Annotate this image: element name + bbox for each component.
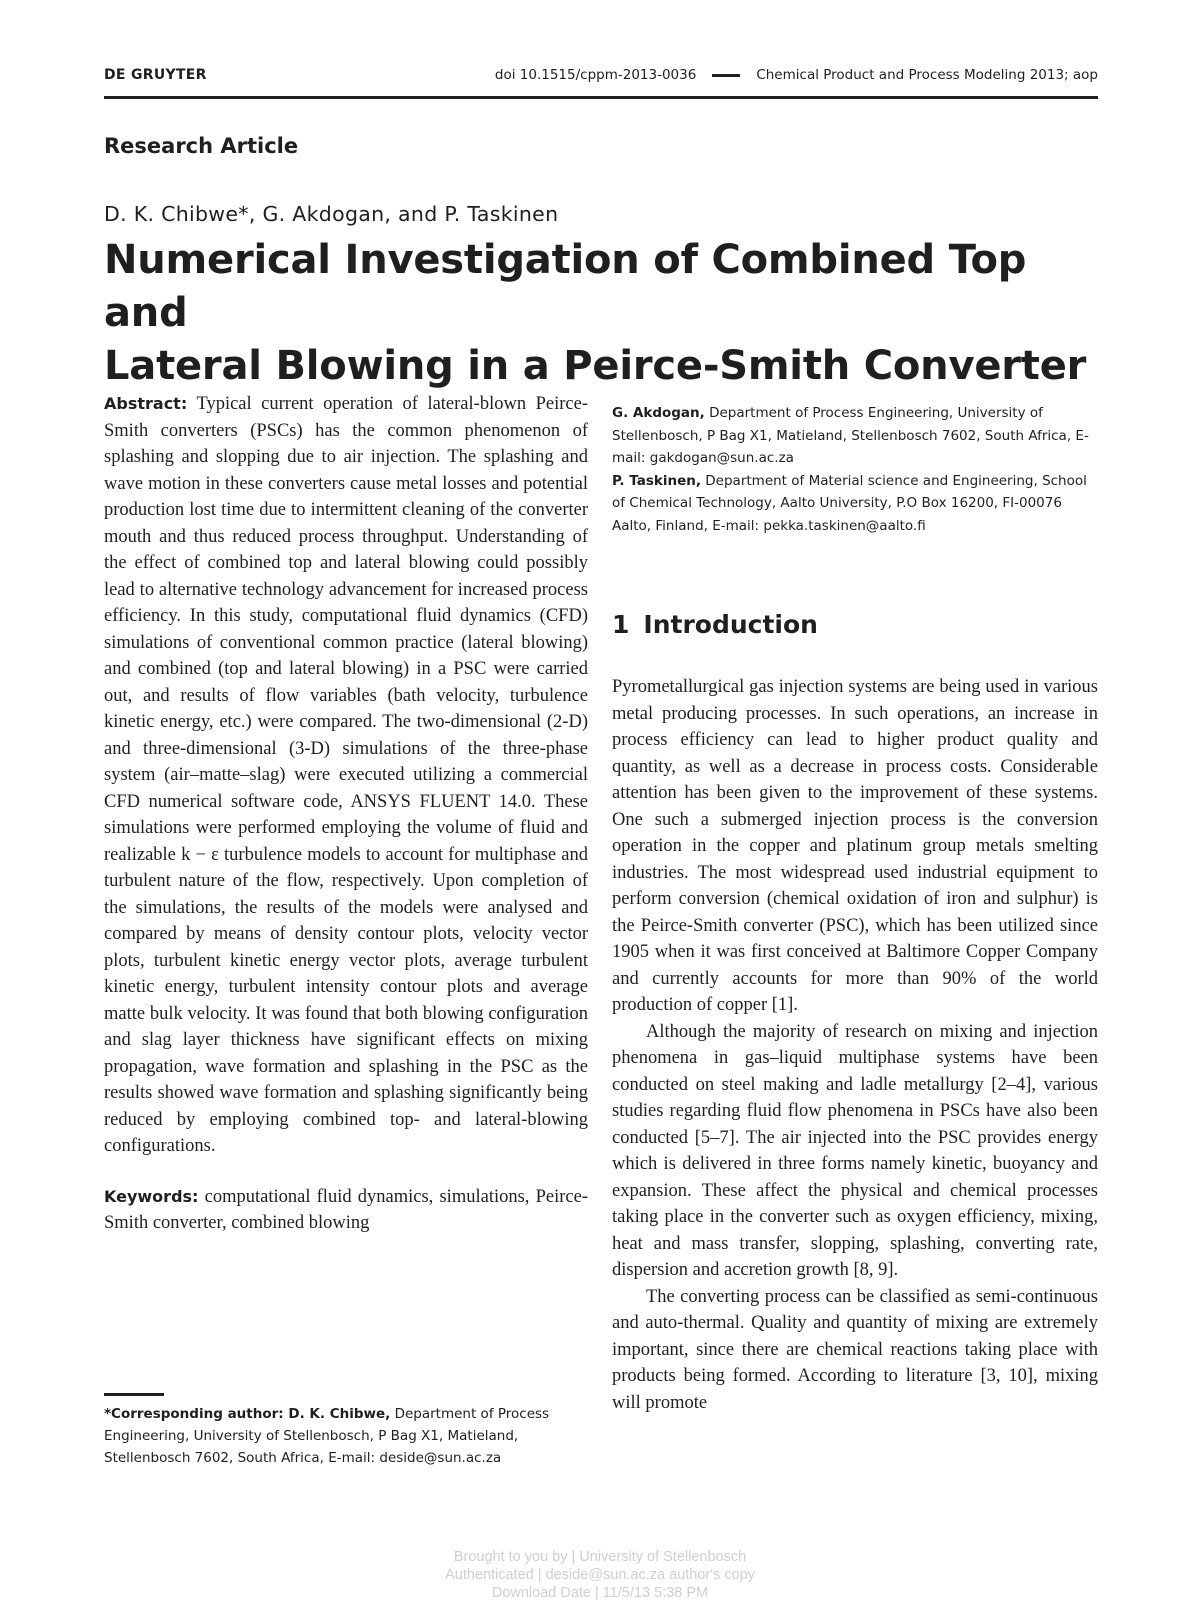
affiliation-akdogan (612, 402, 1098, 470)
corresponding-author-text: Department of Process Engineering, University of Stellenbosch, P Bag X1, Matieland, Stellenbosch 7602, South Africa, E-mail: deside@sun.ac.za (104, 1406, 550, 1466)
title-line-1: Numerical Investigation of Combined Top and (104, 237, 1027, 336)
affiliation-name: G. Akdogan, (612, 405, 705, 421)
keywords-text: computational fluid dynamics, simulations, Peirce-Smith converter, combined blowing (104, 1186, 588, 1233)
abstract (104, 391, 588, 1160)
download-watermark (0, 1548, 1200, 1602)
watermark-line: Authenticated | deside@sun.ac.za author's copy (445, 1567, 755, 1583)
watermark-line: Brought to you by | University of Stellenbosch (453, 1549, 747, 1565)
corresponding-author-note (104, 1403, 574, 1469)
paragraph: The converting process can be classified as semi-continuous and auto-thermal. Quality and quantity of mixing are extremely important, since there are chemical reactions taking place with products being formed. According to literature [3, 10], mixing will promote (612, 1286, 1098, 1413)
affiliation-text: Department of Material science and Engineering, School of Chemical Technology, Aalto University, P.O Box 16200, FI-00076 Aalto, Finland, E-mail: pekka.taskinen@aalto.fi (612, 472, 1087, 534)
article-type: Research Article (104, 134, 299, 158)
section-title: Introduction (643, 610, 818, 639)
article-title (104, 234, 1098, 393)
abstract-text: Typical current operation of lateral-blown Peirce-Smith converters (PSCs) has the common phenomenon of splashing and slopping due to air injection. The splashing and wave motion in these converters cause metal losses and potential production lost time due to intermittent cleaning of the converter mouth and thus reduced process throughput. Understanding of the effect of combined top and lateral blowing could possibly lead to alternative technology advancement for increased process efficiency. In this study, computational fluid dynamics (CFD) simulations of conventional common practice (lateral blowing) and combined (top and lateral blowing) in a PSC were carried out, and results of flow variables (bath velocity, turbulence kinetic energy, etc.) were compared. The two-dimensional (2-D) and three-dimensional (3-D) simulations of the three-phase system (air–matte–slag) were executed utilizing a commercial CFD numerical software code, ANSYS FLUENT 14.0. These simulations were performed employing the volume of fluid and realizable k − ε turbulence models to account for multiphase and turbulent nature of the flow, respectively. Upon completion of the simulations, the results of the models were analysed and compared by means of density contour plots, velocity vector plots, turbulent kinetic energy vector plots, average turbulent kinetic energy, turbulent intensity contour plots and average matte bulk velocity. It was found that both blowing configuration and slag layer thickness have significant effects on mixing propagation, wave formation and splashing in the PSC as the results showed wave formation and splashing significantly being reduced by employing combined top- and lateral-blowing configurations. (104, 394, 588, 1156)
header-separator (712, 74, 740, 77)
corresponding-author-label: *Corresponding author: D. K. Chibwe, (104, 1406, 391, 1422)
section-heading-introduction (612, 610, 818, 639)
header-rule (104, 96, 1098, 99)
keywords-label: Keywords: (104, 1186, 199, 1206)
footnote-rule (104, 1393, 164, 1396)
header-citation (495, 67, 1098, 83)
doi-link[interactable]: doi 10.1515/cppm-2013-0036 (494, 67, 697, 83)
section-number: 1 (612, 610, 630, 639)
running-header (104, 62, 1098, 92)
introduction-body (612, 674, 1098, 1416)
affiliation-name: P. Taskinen, (612, 472, 701, 489)
affiliation-text: Department of Process Engineering, University of Stellenbosch, P Bag X1, Matieland, Stellenbosch 7602, South Africa, E-mail: gakdogan@sun.ac.za (612, 405, 1089, 466)
publisher-name: DE GRUYTER (104, 67, 207, 83)
journal-name: Chemical Product and Process Modeling 2013; aop (756, 67, 1098, 83)
title-line-2: Lateral Blowing in a Peirce-Smith Converter (104, 343, 1087, 389)
paragraph: Although the majority of research on mixing and injection phenomena in gas–liquid multiphase systems have been conducted on steel making and ladle metallurgy [2–4], various studies regarding fluid flow phenomena in PSCs have also been conducted [5–7]. The air injected into the PSC provides energy which is delivered in three forms namely kinetic, buoyancy and expansion. These affect the physical and chemical processes taking place in the converter such as oxygen efficiency, mixing, heat and mass transfer, slopping, splashing, converting rate, dispersion and accretion growth [8, 9]. (612, 1021, 1098, 1280)
abstract-label: Abstract: (104, 394, 188, 413)
left-column (104, 391, 588, 1237)
affiliation-taskinen (612, 470, 1098, 538)
author-affiliations (612, 402, 1098, 537)
author-list: D. K. Chibwe*, G. Akdogan, and P. Taskinen (104, 202, 559, 226)
watermark-line: Download Date | 11/5/13 5:38 PM (491, 1585, 709, 1601)
paragraph: Pyrometallurgical gas injection systems are being used in various metal producing processes. In such operations, an increase in process efficiency can lead to higher product quality and quantity, as well as a decrease in process costs. Considerable attention has been given to the improvement of these systems. One such a submerged injection process is the conversion operation in the copper and platinum group metals smelting industries. The most widespread used industrial equipment to perform conversion (chemical oxidation of iron and sulphur) is the Peirce-Smith converter (PSC), which has been utilized since 1905 when it was first conceived at Baltimore Copper Company and currently accounts for more than 90% of the world production of copper [1]. (612, 677, 1098, 1015)
keywords (104, 1184, 588, 1237)
